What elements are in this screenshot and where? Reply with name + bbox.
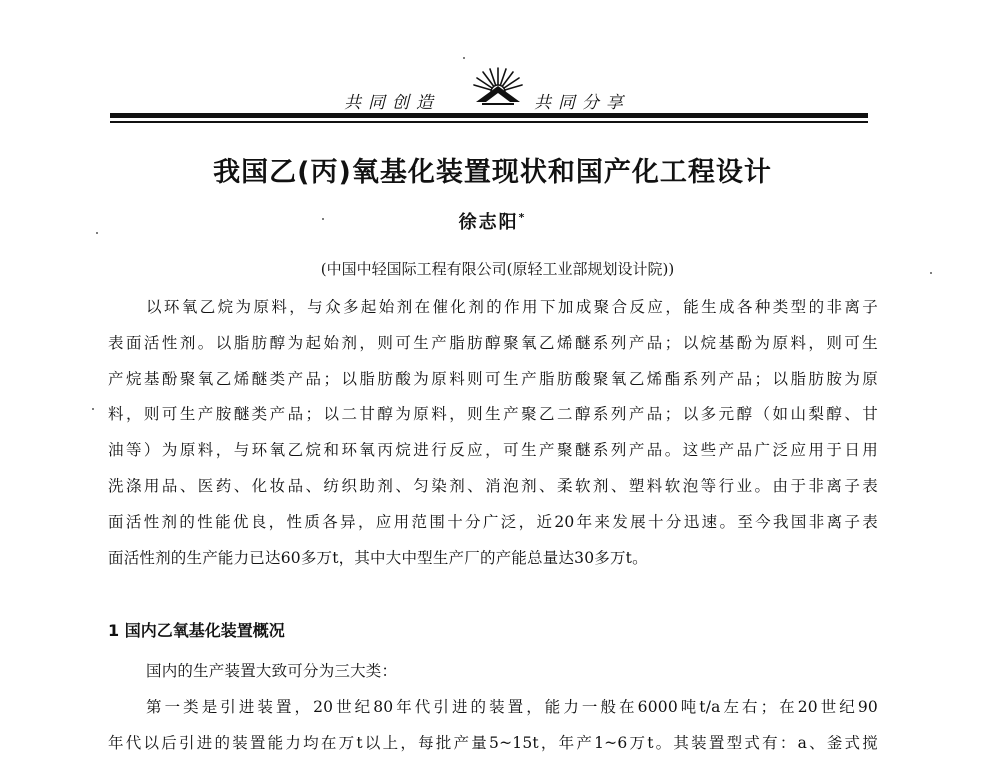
paragraph-line: 以环氧乙烷为原料，与众多起始剂在催化剂的作用下加成聚合反应，能生成各种类型的非离子	[146, 298, 878, 316]
paragraph-line: 料，则可生产胺醚类产品；以二甘醇为原料，则生产聚乙二醇系列产品；以多元醇（如山梨醇、甘	[108, 405, 878, 424]
paragraph-line: 表面活性剂。以脂肪醇为起始剂，则可生产脂肪醇聚氧乙烯醚系列产品；以烷基酚为原料，则可生	[108, 333, 878, 352]
paragraph-line: 国内的生产装置大致可分为三大类：	[146, 662, 398, 680]
section-1-body	[108, 654, 878, 760]
paragraph-line: 面活性剂的性能优良，性质各异，应用范围十分广泛，近20年来发展十分迅速。至今我国非离子表	[108, 512, 878, 531]
paragraph-line: 面活性剂的生产能力已达60多万t，其中大中型生产厂的产能总量达30多万t。	[108, 548, 648, 567]
paragraph-line: 产烷基酚聚氧乙烯醚类产品；以脂肪酸为原料则可生产脂肪酸聚氧乙烯酯系列产品；以脂肪胺为原	[108, 369, 878, 388]
paragraph-line: 油等）为原料，与环氧乙烷和环氧丙烷进行反应，可生产聚醚系列产品。这些产品广泛应用于日用	[108, 441, 878, 460]
scan-speck	[322, 218, 324, 220]
author-footnote-mark: *	[518, 211, 527, 224]
paragraph-line: 第一类是引进装置，20世纪80年代引进的装置，能力一般在6000吨t/a左右；在20世纪90	[146, 697, 878, 716]
running-header	[110, 62, 866, 120]
header-right-text: 共同分享	[534, 93, 630, 113]
author-name: 徐志阳	[458, 212, 519, 233]
sunburst-mountain-logo-icon	[466, 62, 530, 110]
header-rule-thin	[110, 121, 868, 123]
article-title: 我国乙(丙)氧基化装置现状和国产化工程设计	[213, 157, 772, 188]
section-heading: 1 国内乙氧基化装置概况	[108, 621, 285, 640]
author-affiliation: (中国中轻国际工程有限公司(原轻工业部规划设计院))	[320, 260, 675, 278]
scan-speck	[463, 57, 465, 59]
paragraph-line: 洗涤用品、医药、化妆品、纺织助剂、匀染剂、消泡剂、柔软剂、塑料软泡等行业。由于非离子表	[108, 476, 878, 495]
article-author	[0, 208, 985, 234]
header-rule-thick	[110, 113, 868, 118]
header-left-text: 共同创造	[344, 93, 440, 113]
paragraph-line: 年代以后引进的装置能力均在万t以上，每批产量5~15t，年产1~6万t。其装置型式有：a、釜式搅	[108, 733, 878, 752]
scan-speck	[930, 272, 932, 274]
scan-speck	[92, 408, 94, 410]
scan-speck	[96, 232, 98, 234]
intro-paragraph	[108, 290, 878, 576]
